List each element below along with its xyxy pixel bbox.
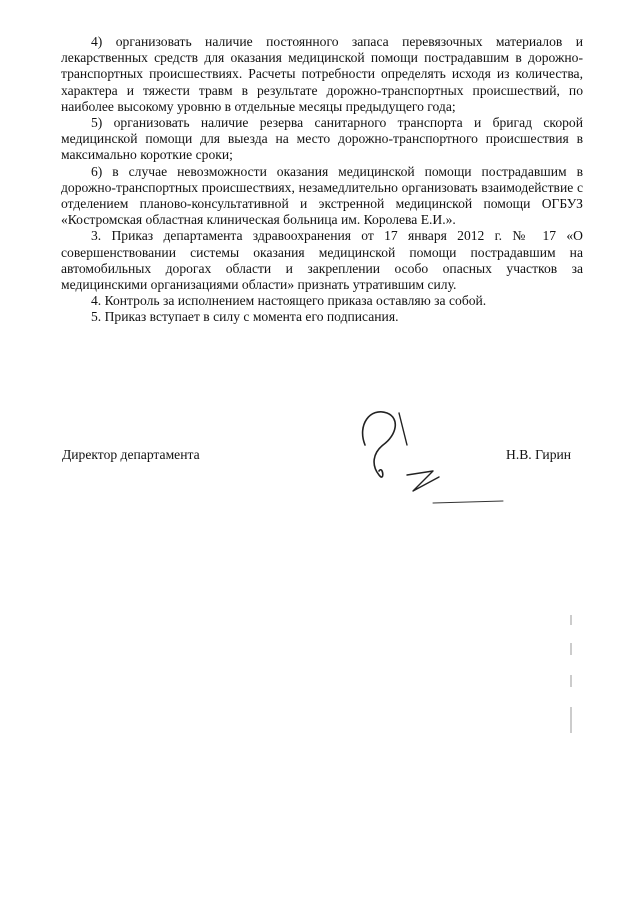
signatory-name: Н.В. Гирин bbox=[506, 447, 572, 462]
paragraph-item-5: 5) организовать наличие резерва санитарного транспорта и бригад скорой медицинской помощи для выезда на место дорожно-транспортного происшествия в максимально короткие сроки; bbox=[61, 115, 583, 163]
document-body bbox=[61, 34, 583, 326]
scan-margin-marks bbox=[568, 615, 574, 735]
paragraph-section-3: 3. Приказ департамента здравоохранения от 17 января 2012 г. № 17 «О совершенствовании системы оказания медицинской помощи пострадавшим на автомобильных дорогах области и закреплении особо опасных участков за медицинскими организациями области» признать утратившим силу. bbox=[61, 228, 583, 293]
paragraph-section-5: 5. Приказ вступает в силу с момента его подписания. bbox=[91, 309, 399, 325]
paragraph-section-4: 4. Контроль за исполнением настоящего приказа оставляю за собой. bbox=[91, 293, 487, 309]
handwritten-signature bbox=[355, 405, 505, 515]
paragraph-item-4: 4) организовать наличие постоянного запаса перевязочных материалов и лекарственных средств для оказания медицинской помощи пострадавшим в дорожно-транспортных происшествиях. Расчеты потребности определять исходя из количества, характера и тяжести травм в результате дорожно-транспортных происшествий, по наиболее высокому уровню в отдельные месяцы предыдущего года; bbox=[61, 34, 583, 114]
paragraph-item-6: 6) в случае невозможности оказания медицинской помощи пострадавшим в дорожно-транспортных происшествиях, незамедлительно организовать взаимодействие с отделением планово-консультативной и экстренной медицинской помощи ОГБУЗ «Костромская областная клиническая больница им. Королева Е.И.». bbox=[61, 163, 583, 228]
signatory-title: Директор департамента bbox=[62, 447, 200, 462]
